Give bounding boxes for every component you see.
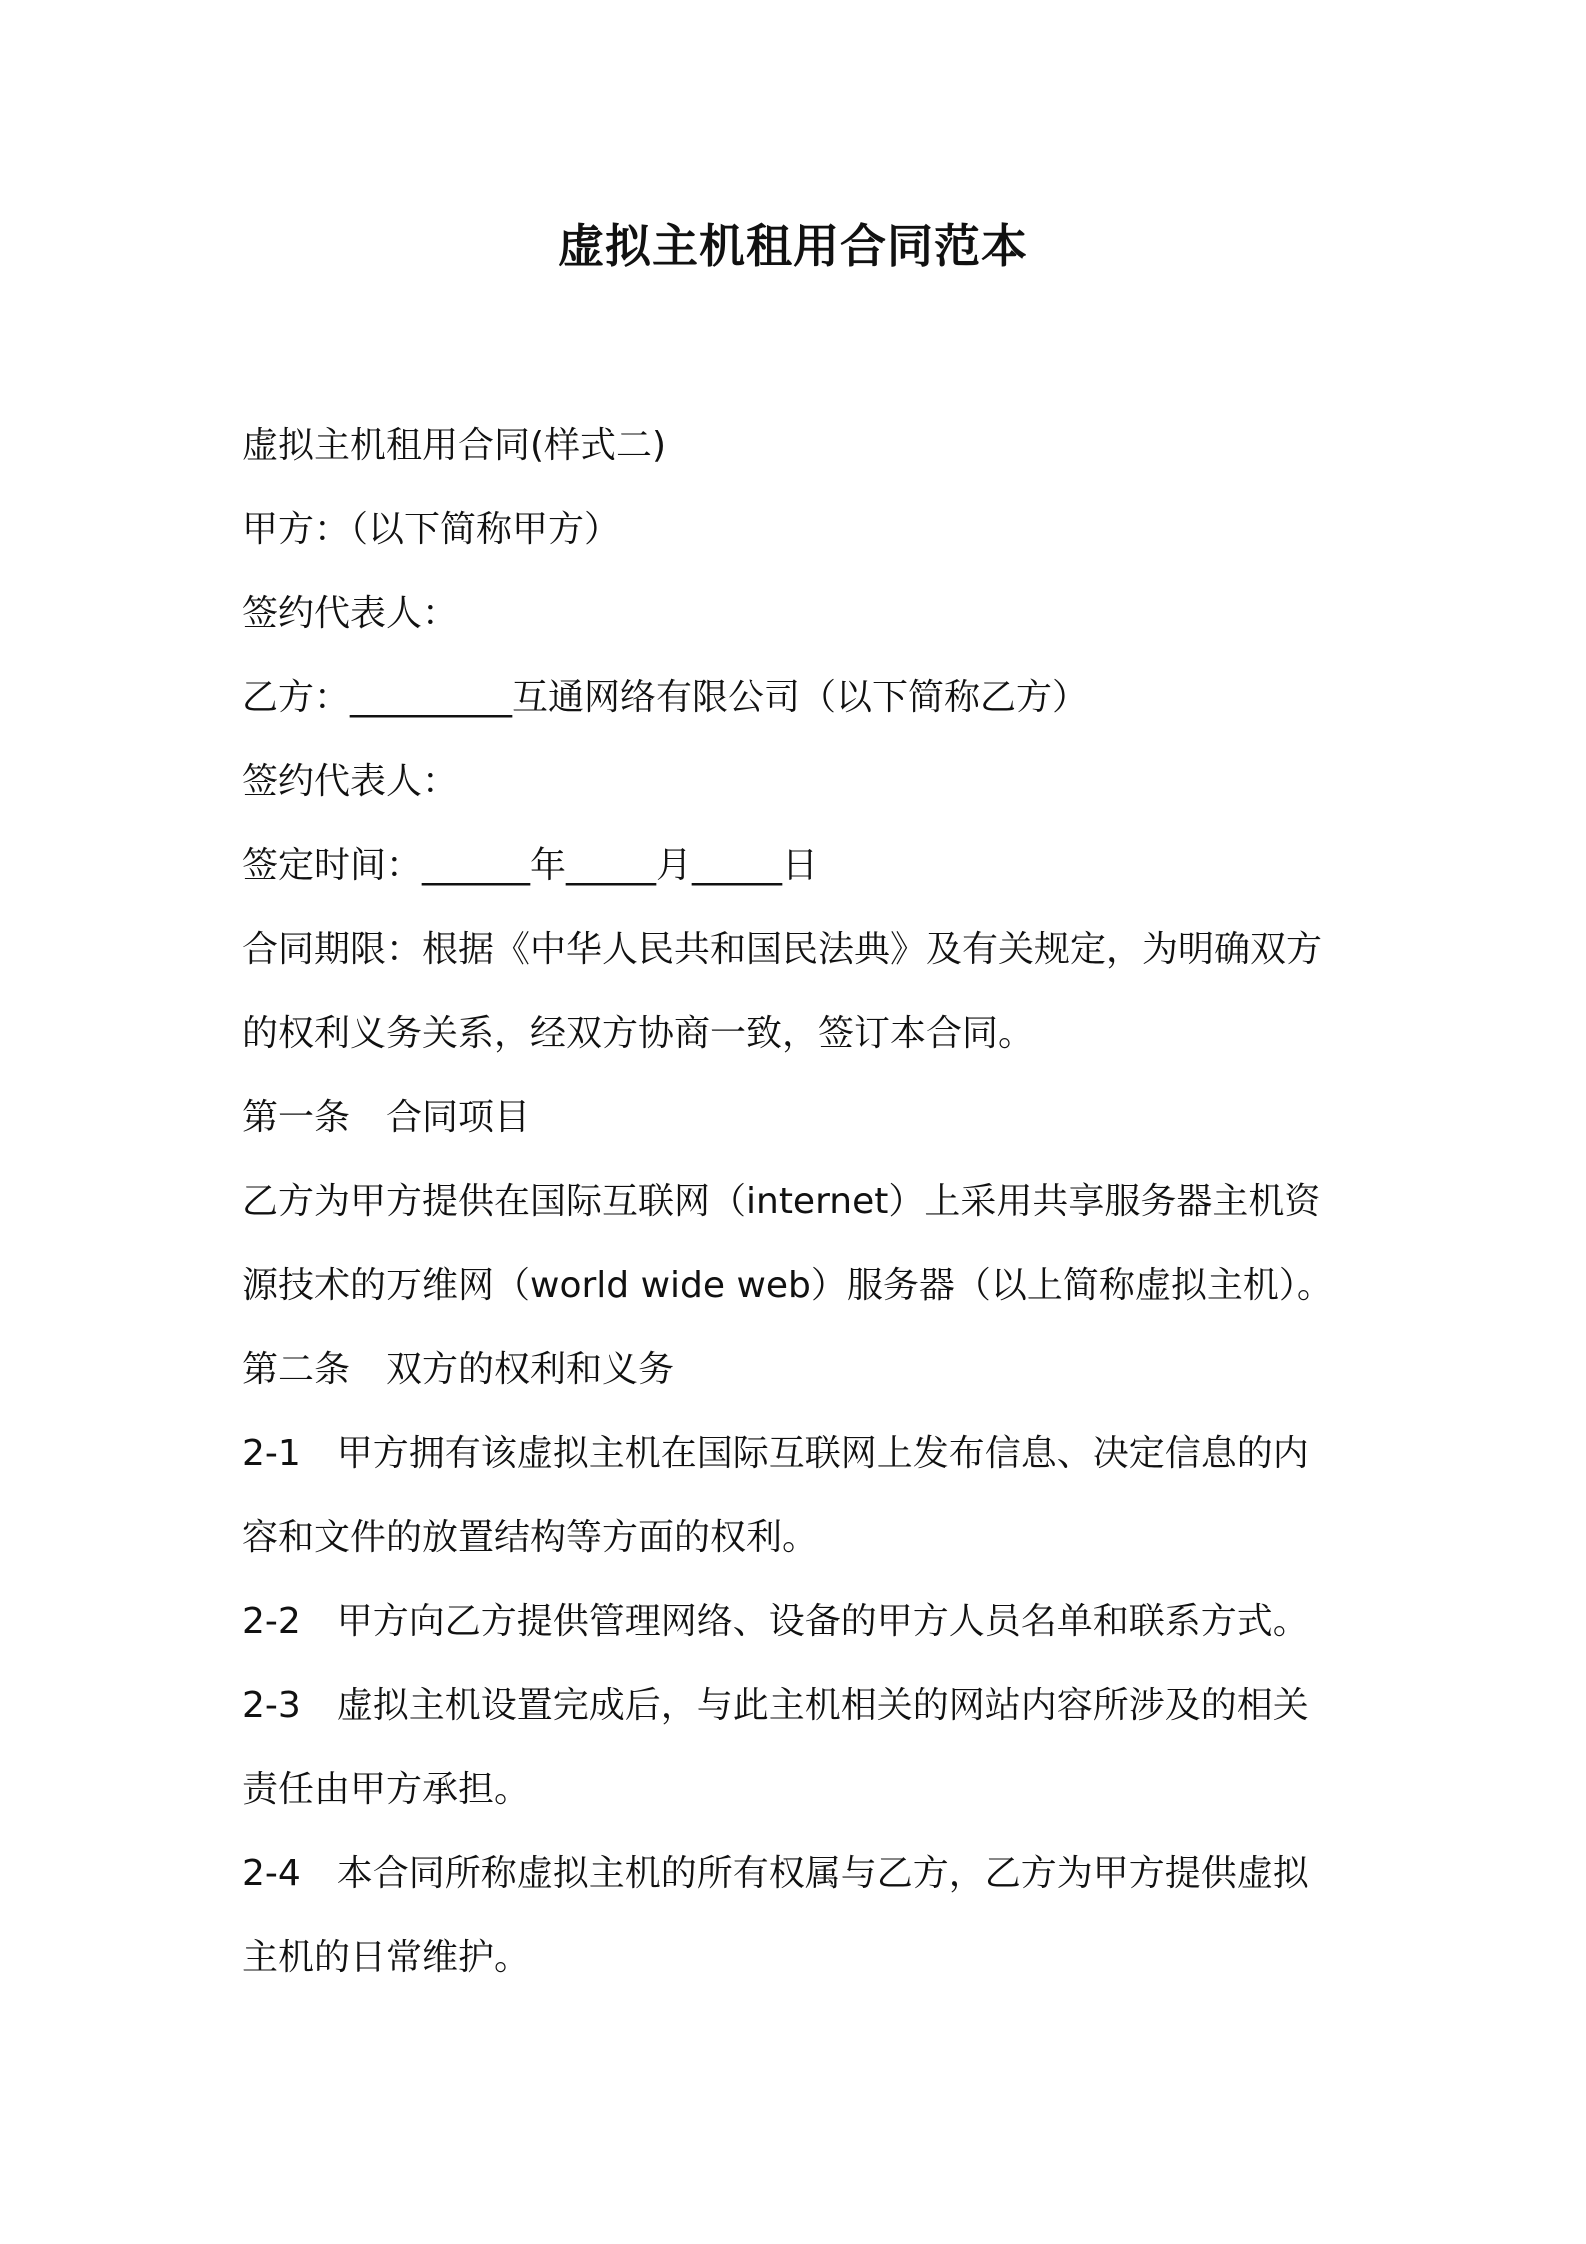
article-1-heading: 第一条 合同项目	[242, 1097, 531, 1138]
clause-2-3-line-1: 2-3 虚拟主机设置完成后，与此主机相关的网站内容所涉及的相关	[242, 1685, 1309, 1726]
clause-2-1-line-2: 容和文件的放置结构等方面的权利。	[242, 1517, 819, 1558]
party-a-line: 甲方：（以下简称甲方）	[242, 509, 621, 550]
article-2-heading: 第二条 双方的权利和义务	[242, 1349, 675, 1390]
party-a-representative: 签约代表人：	[242, 593, 459, 634]
clause-2-4-line-1: 2-4 本合同所称虚拟主机的所有权属与乙方，乙方为甲方提供虚拟	[242, 1853, 1309, 1894]
document-body	[242, 404, 1362, 2000]
contract-subtitle: 虚拟主机租用合同(样式二)	[242, 425, 667, 466]
article-1-line-2: 源技术的万维网（world wide web）服务器（以上简称虚拟主机）。	[242, 1265, 1333, 1306]
contract-term-line-1: 合同期限：根据《中华人民共和国民法典》及有关规定，为明确双方	[242, 929, 1323, 970]
clause-2-2: 2-2 甲方向乙方提供管理网络、设备的甲方人员名单和联系方式。	[242, 1601, 1309, 1642]
clause-2-4-line-2: 主机的日常维护。	[242, 1937, 531, 1978]
article-1-line-1: 乙方为甲方提供在国际互联网（internet）上采用共享服务器主机资	[242, 1181, 1321, 1222]
contract-term-line-2: 的权利义务关系，经双方协商一致，签订本合同。	[242, 1013, 1035, 1054]
document-title: 虚拟主机租用合同范本	[558, 219, 1028, 273]
party-b-representative: 签约代表人：	[242, 761, 459, 802]
clause-2-3-line-2: 责任由甲方承担。	[242, 1769, 531, 1810]
clause-2-1-line-1: 2-1 甲方拥有该虚拟主机在国际互联网上发布信息、决定信息的内	[242, 1433, 1309, 1474]
signing-date: 签定时间：______年_____月_____日	[242, 845, 819, 886]
party-b-line: 乙方：_________互通网络有限公司（以下简称乙方）	[242, 677, 1089, 718]
